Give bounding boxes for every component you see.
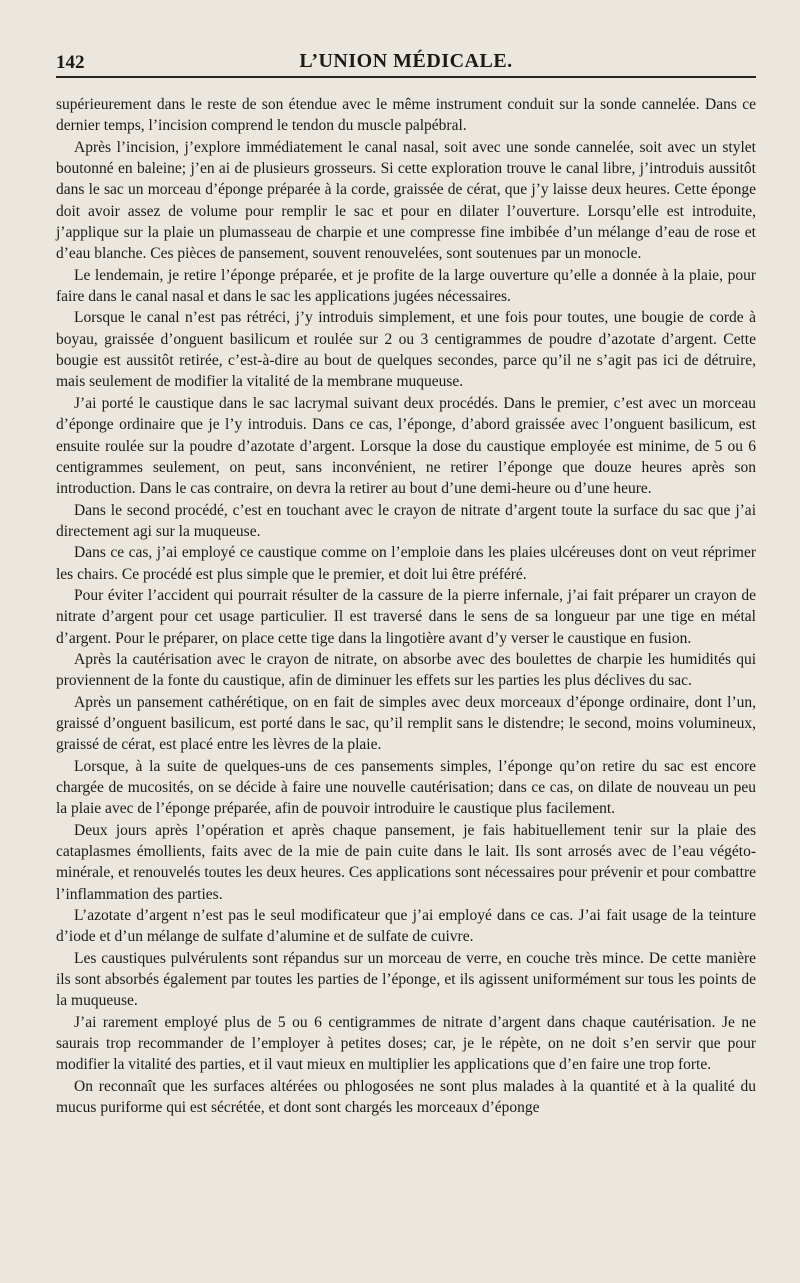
- paragraph: Dans le second procédé, c’est en touchant avec le crayon de nitrate d’argent toute la surface du sac que j’ai directement agi sur la muqueuse.: [56, 501, 756, 540]
- body-text: [56, 94, 756, 1119]
- page-number: 142: [56, 52, 85, 73]
- paragraph: L’azotate d’argent n’est pas le seul modificateur que j’ai employé dans ce cas. J’ai fait usage de la teinture d’iode et d’un mélange de sulfate d’alumine et de sulfate de cuivre.: [56, 907, 756, 946]
- paragraph: Lorsque le canal n’est pas rétréci, j’y introduis simplement, et une fois pour toutes, une bougie de corde à boyau, graissée d’onguent basilicum et roulée sur 2 ou 3 centigrammes de poudre d’azotate d’argent. Cette bougie est aussitôt retirée, c’est-à-dire au bout de quelques secondes, parce qu’il ne s’agit pas ici de détruire, mais seulement de modifier la vitalité de la membrane muqueuse.: [56, 309, 756, 391]
- paragraph: On reconnaît que les surfaces altérées ou phlogosées ne sont plus malades à la quantité et à la qualité du mucus puriforme qui est sécrétée, et dont sont chargés les morceaux d’éponge: [56, 1077, 756, 1117]
- paragraph: Après la cautérisation avec le crayon de nitrate, on absorbe avec des boulettes de charpie les humidités qui proviennent de la fonte du caustique, afin de diminuer les effets sur les parties les plus déclives du sac.: [56, 650, 756, 690]
- paragraph: supérieurement dans le reste de son étendue avec le même instrument conduit sur la sonde cannelée. Dans ce dernier temps, l’incision comprend le tendon du muscle palpébral.: [56, 96, 756, 135]
- paragraph: Après un pansement cathérétique, on en fait de simples avec deux morceaux d’éponge ordinaire, dont l’un, graissé d’onguent basilicum, est porté dans le sac, qu’il remplit sans le distendre; le second, moins volumineux, graissé de cérat, est placé entre les lèvres de la plaie.: [56, 693, 756, 754]
- paragraph: J’ai rarement employé plus de 5 ou 6 centigrammes de nitrate d’argent dans chaque cautérisation. Je ne saurais trop recommander de l’employer à petites doses; car, je le répète, on ne doit s’en servir que pour modifier la vitalité des parties, et il vaut mieux en multiplier les applications que d’en faire une trop forte.: [56, 1013, 756, 1074]
- paragraph: Après l’incision, j’explore immédiatement le canal nasal, soit avec une sonde cannelée, soit avec un stylet boutonné en baleine; j’en ai de plusieurs grosseurs. Si cette exploration trouve le canal libre, j’introduis aussitôt dans le sac un morceau d’éponge préparée à la corde, graissée de cérat, que j’y laisse deux heures. Cette éponge doit avoir assez de volume pour remplir le sac et pour en dilater l’ouverture. Lorsqu’elle est introduite, j’applique sur la plaie un plumasseau de charpie et une compresse fine imbibée d’un mélange d’eau de rose et d’eau blanche. Ces pièces de pansement, souvent renouvelées, sont soutenues par un monocle.: [56, 138, 756, 263]
- running-title: L’UNION MÉDICALE.: [299, 50, 513, 72]
- paragraph: Le lendemain, je retire l’éponge préparée, et je profite de la large ouverture qu’elle a donnée à la plaie, pour faire dans le canal nasal et dans le sac les applications jugées nécessaires.: [56, 266, 756, 306]
- paragraph: Lorsque, à la suite de quelques-uns de ces pansements simples, l’éponge qu’on retire du sac est encore chargée de mucosités, on se décide à faire une nouvelle cautérisation; dans ce cas, on dilate de nouveau un peu la plaie avec de l’éponge préparée, afin de pouvoir introduire le caustique plus facilement.: [56, 757, 756, 818]
- paragraph: Deux jours après l’opération et après chaque pansement, je fais habituellement tenir sur la plaie des cataplasmes émollients, faits avec de la mie de pain cuite dans le lait. Ils sont arrosés avec de l’eau végéto-minérale, et renouvelés toutes les deux heures. Ces applications sont nécessaires pour prévenir et pour combattre l’inflammation des parties.: [56, 821, 756, 903]
- paragraph: Pour éviter l’accident qui pourrait résulter de la cassure de la pierre infernale, j’ai fait préparer un crayon de nitrate d’argent pour cet usage particulier. Il est traversé dans le sens de sa longueur par une tige en métal d’argent. Pour le préparer, on place cette tige dans la lingotière avant d’y verser le caustique en fusion.: [56, 586, 756, 647]
- paragraph: Dans ce cas, j’ai employé ce caustique comme on l’emploie dans les plaies ulcéreuses dont on veut réprimer les chairs. Ce procédé est plus simple que le premier, et doit lui être préféré.: [56, 544, 756, 583]
- paragraph: Les caustiques pulvérulents sont répandus sur un morceau de verre, en couche très mince. De cette manière ils sont absorbés également par toutes les parties de l’éponge, et ils agissent uniformément sur tous les points de la muqueuse.: [56, 949, 756, 1010]
- paragraph: J’ai porté le caustique dans le sac lacrymal suivant deux procédés. Dans le premier, c’est avec un morceau d’éponge ordinaire que je l’y introduis. Dans ce cas, l’éponge, d’abord graissée avec l’onguent basilicum, est ensuite roulée sur la poudre d’azotate d’argent. Lorsque la dose du caustique employée est minime, de 5 ou 6 centigrammes seulement, on peut, sans inconvénient, ne retirer l’éponge que douze heures après son introduction. Dans le cas contraire, on devra la retirer au bout d’une demi-heure ou d’une heure.: [56, 394, 756, 498]
- page-header: [56, 48, 756, 78]
